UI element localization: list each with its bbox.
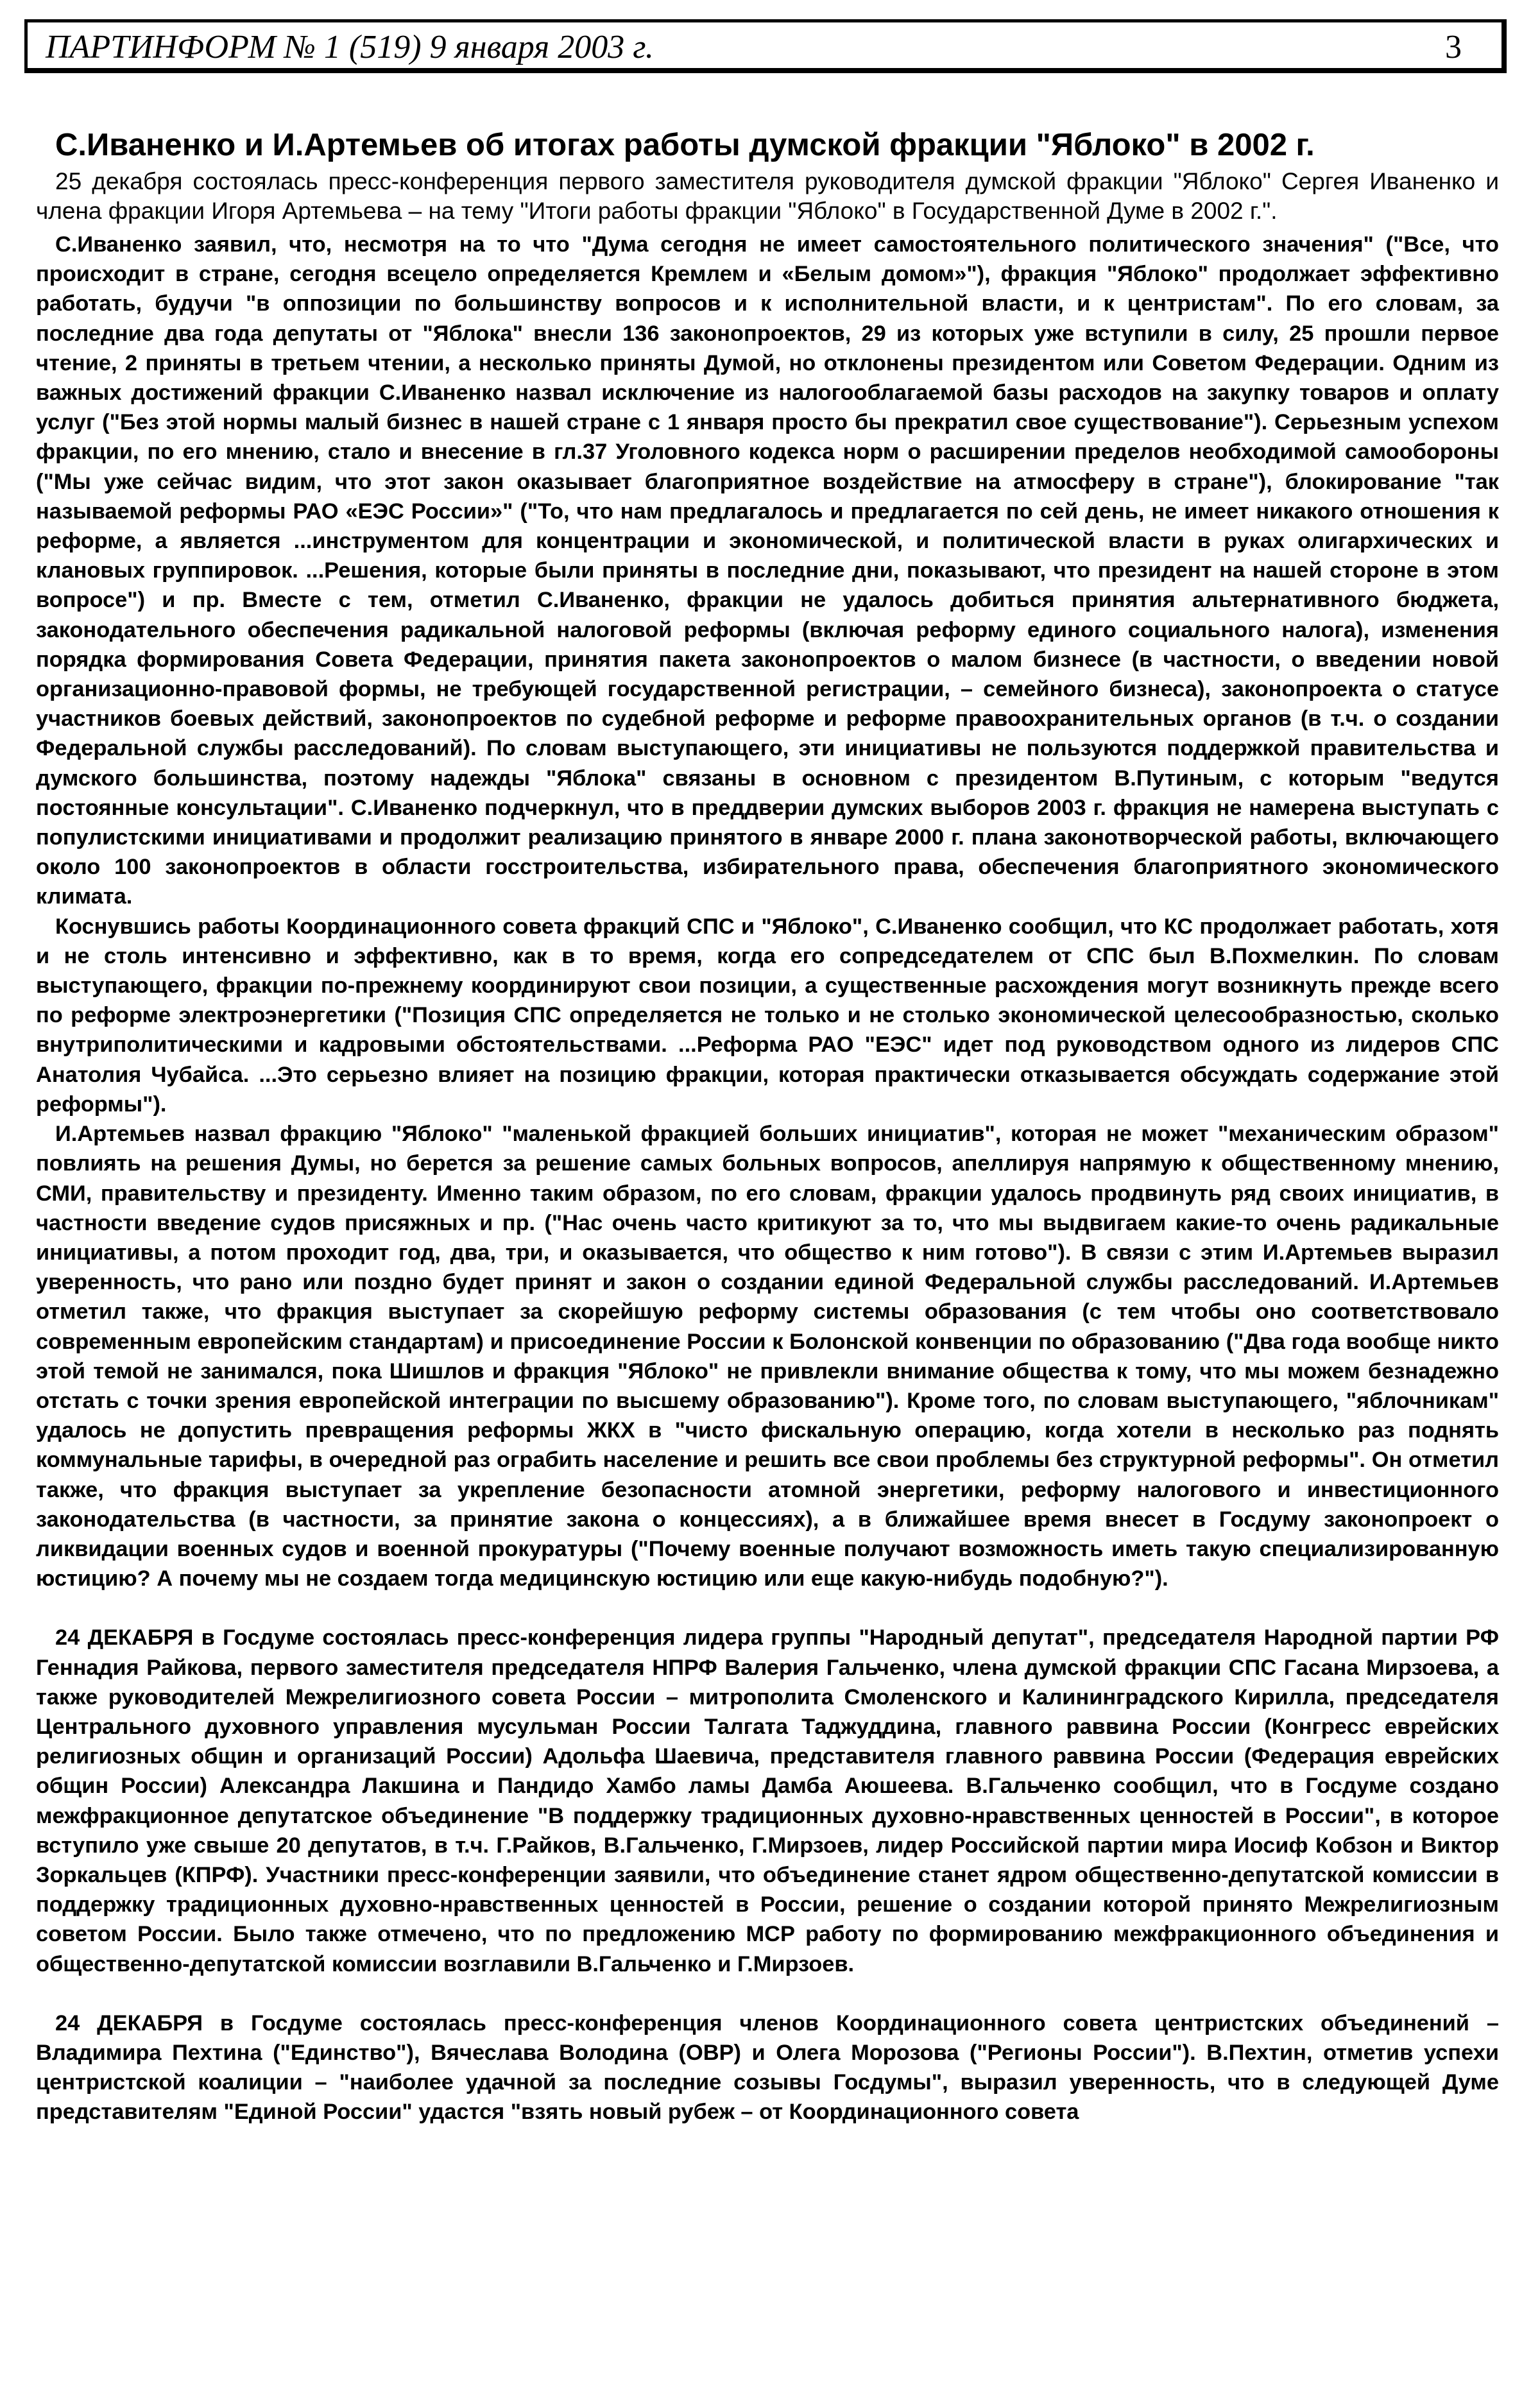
article-paragraph: С.Иваненко заявил, что, несмотря на то что "Дума сегодня не имеет самостоятельного политического значения" ("Все, что происходит в стране, сегодня всецело определяется Кремлем и «Белым домом»"), фракция "Яблоко" продолжает эффективно работать, будучи "в оппозиции по большинству вопросов и к исполнительной власти, и к центристам". По его словам, за последние два года депутаты от "Яблока" внесли 136 законопроектов, 29 из которых уже вступили в силу, 25 прошли первое чтение, 2 приняты в третьем чтении, а несколько приняты Думой, но отклонены президентом или Советом Федерации. Одним из важных достижений фракции С.Иваненко назвал исключение из налогооблагаемой базы расходов на закупку товаров и оплату услуг ("Без этой нормы малый бизнес в нашей стране с 1 января просто бы прекратил свое существование"). Серьезным успехом фракции, по его мнению, стало и внесение в гл.37 Уголовного кодекса норм о расширении пределов необходимой самообороны ("Мы уже сейчас видим, что этот закон оказывает благоприятное воздействие на атмосферу в стране"), блокирование "так называемой реформы РАО «ЕЭС России»" ("То, что нам предлагалось и предлагается по сей день, не имеет никакого отношения к реформе, а является ...инструментом для концентрации и экономической, и политической власти в руках олигархических и клановых группировок. ...Решения, которые были приняты в последние дни, показывают, что президент на нашей стороне в этом вопросе") и пр. Вместе с тем, отметил С.Иваненко, фракции не удалось добиться принятия альтернативного бюджета, законодательного обеспечения радикальной налоговой реформы (включая реформу единого социального налога), изменения порядка формирования Совета Федерации, принятия пакета законопроектов о малом бизнесе (в частности, о введении новой организационно-правовой формы, не требующей государственной регистрации, – семейного бизнеса), законопроекта о статусе участников боевых действий, законопроектов по судебной реформе и реформе правоохранительных органов (в т.ч. о создании Федеральной службы расследований). По словам выступающего, эти инициативы не пользуются поддержкой правительства и думского большинства, поэтому надежды "Яблока" связаны в основном с президентом В.Путиным, с которым "ведутся постоянные консультации". С.Иваненко подчеркнул, что в преддверии думских выборов 2003 г. фракция не намерена выступать с популистскими инициативами и продолжит реализацию принятого в январе 2000 г. плана законотворческой работы, включающего около 100 законопроектов в области госстроительства, избирательного права, обеспечения благоприятного экономического климата. — [36, 232, 1499, 909]
page-header — [24, 19, 1507, 73]
publication-title: ПАРТИНФОРМ № 1 (519) 9 января 2003 г. — [46, 29, 654, 65]
section-spacer — [36, 1593, 1499, 1623]
article-lead: 25 декабря состоялась пресс-конференция первого заместителя руководителя думской фракции "Яблоко" Сергея Иваненко и члена фракции Игоря Артемьева – на тему "Итоги работы фракции "Яблоко" в Государственной Думе в 2002 г.". — [36, 168, 1499, 224]
news-item: 24 ДЕКАБРЯ в Госдуме состоялась пресс-конференция лидера группы "Народный депутат", председателя Народной партии РФ Геннадия Райкова, первого заместителя председателя НПРФ Валерия Гальченко, члена думской фракции СПС Гасана Мирзоева, а также руководителей Межрелигиозного совета России – митрополита Смоленского и Калининградского Кирилла, председателя Центрального духовного управления мусульман России Талгата Таджуддина, главного раввина России (Конгресс еврейских религиозных общин и организаций России) Адольфа Шаевича, представителя главного раввина России (Федерация еврейских общин России) Александра Лакшина и Пандидо Хамбо ламы Дамба Аюшеева. В.Гальченко сообщил, что в Госдуме создано межфракционное депутатское объединение "В поддержку традиционных духовно-нравственных ценностей в России", в которое вступило уже свыше 20 депутатов, в т.ч. Г.Райков, В.Гальченко, Г.Мирзоев, лидер Российской партии мира Иосиф Кобзон и Виктор Зоркальцев (КПРФ). Участники пресс-конференции заявили, что объединение станет ядром общественно-депутатской комиссии в поддержку традиционных духовно-нравственных ценностей в России, решение о создании которой принято Межрелигиозным советом России. Было также отмечено, что по предложению МСР работу по формированию межфракционного объединения и общественно-депутатской комиссии возглавили В.Гальченко и Г.Мирзоев. — [36, 1625, 1499, 1976]
article-title: С.Иваненко и И.Артемьев об итогах работы думской фракции "Яблоко" в 2002 г. — [55, 128, 1315, 162]
page-number: 3 — [1445, 29, 1462, 65]
news-item: 24 ДЕКАБРЯ в Госдуме состоялась пресс-конференция членов Координационного совета центристских объединений – Владимира Пехтина ("Единство"), Вячеслава Володина (ОВР) и Олега Морозова ("Регионы России"). В.Пехтин, отметив успехи центристской коалиции – "наиболее удачной за последние созывы Госдумы", выразил уверенность, что в следующей Думе представителям "Единой России" удастся "взять новый рубеж – от Координационного совета — [36, 2010, 1499, 2125]
page-content — [36, 126, 1499, 2127]
section-spacer — [36, 1979, 1499, 2009]
article-paragraph: Коснувшись работы Координационного совета фракций СПС и "Яблоко", С.Иваненко сообщил, что КС продолжает работать, хотя и не столь интенсивно и эффективно, как в то время, когда его сопредседателем от СПС был В.Похмелкин. По словам выступающего, фракции по-прежнему координируют свои позиции, а существенные расхождения могут возникнуть прежде всего по реформе электроэнергетики ("Позиция СПС определяется не только и не столько экономической целесообразностью, сколько внутриполитическими и кадровыми обстоятельствами. ...Реформа РАО "ЕЭС" идет под руководством одного из лидеров СПС Анатолия Чубайса. ...Это серьезно влияет на позицию фракции, которая практически отказывается обсуждать содержание этой реформы"). — [36, 914, 1499, 1117]
article-paragraph: И.Артемьев назвал фракцию "Яблоко" "маленькой фракцией больших инициатив", которая не может "механическим образом" повлиять на решения Думы, но берется за решение самых больных вопросов, апеллируя напрямую к общественному мнению, СМИ, правительству и президенту. Именно таким образом, по его словам, фракции удалось продвинуть ряд своих инициатив, в частности введение судов присяжных и пр. ("Нас очень часто критикуют за то, что мы выдвигаем какие-то очень радикальные инициативы, а потом проходит год, два, три, и оказывается, что общество к ним готово"). В связи с этим И.Артемьев выразил уверенность, что рано или поздно будет принят и закон о создании единой Федеральной службы расследований. И.Артемьев отметил также, что фракция выступает за скорейшую реформу системы образования (с тем чтобы оно соответствовало современным европейским стандартам) и присоединение России к Болонской конвенции по образованию ("Два года вообще никто этой темой не занимался, пока Шишлов и фракция "Яблоко" не привлекли внимание общества к тому, что мы можем безнадежно отстать с точки зрения европейской интеграции по высшему образованию"). Кроме того, по словам выступающего, "яблочникам" удалось не допустить превращения реформы ЖКХ в "чисто фискальную операцию, когда хотели в несколько раз поднять коммунальные тарифы, в очередной раз ограбить население и решить все свои проблемы без структурной реформы". Он отметил также, что фракция выступает за укрепление безопасности атомной энергетики, реформу налогового и инвестиционного законодательства (в частности, за принятие закона о концессиях), а в ближайшее время внесет в Госдуму законопроект о ликвидации военных судов и военной прокуратуры ("Почему военные получают возможность иметь такую специализированную юстицию? А почему мы не создаем тогда медицинскую юстицию или еще какую-нибудь подобную?"). — [36, 1122, 1499, 1591]
